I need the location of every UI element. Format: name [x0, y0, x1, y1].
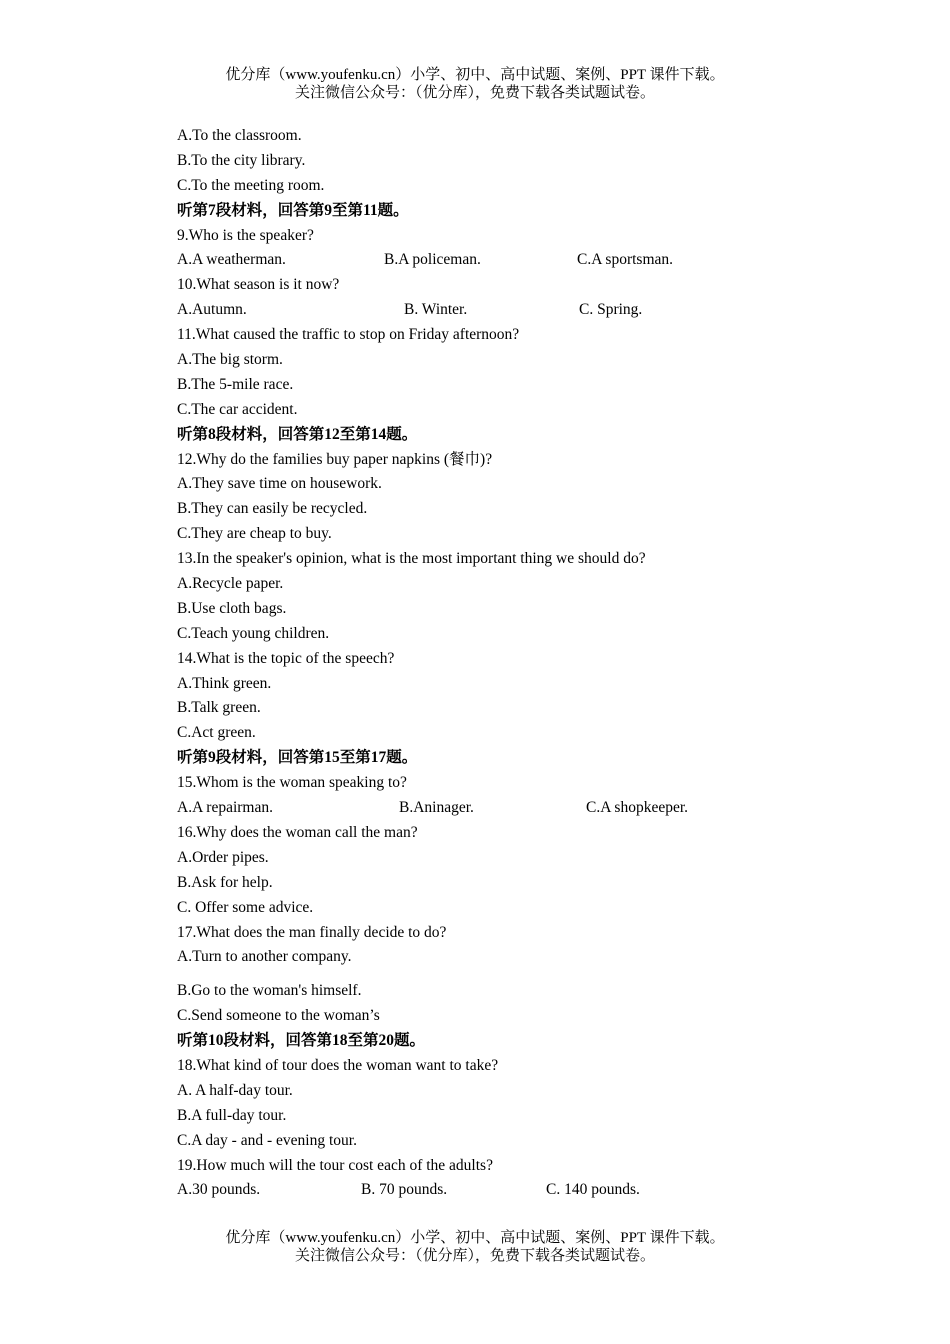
q19-question: 19.How much will the tour cost each of the adults? — [177, 1156, 493, 1174]
q10-options — [177, 298, 857, 323]
q15-option-c: C.A shopkeeper. — [586, 799, 689, 817]
q17-option-b: B.Go to the woman's himself. — [177, 982, 362, 1000]
page-header — [0, 66, 950, 102]
q9-option-c: C.A sportsman. — [577, 251, 674, 269]
q13-option-c: C.Teach young children. — [177, 624, 330, 642]
header-line-2: 关注微信公众号：（优分库），免费下载各类试题试卷。 — [294, 85, 655, 101]
q14-option-b: B.Talk green. — [177, 699, 261, 717]
q16-question: 16.Why does the woman call the man? — [177, 823, 418, 841]
q9-option-a: A.A weatherman. — [177, 251, 286, 269]
q14-option-c: C.Act green. — [177, 724, 256, 742]
q15-question: 15.Whom is the woman speaking to? — [177, 774, 407, 792]
spacer — [177, 970, 857, 979]
header-line-1: 优分库（www.youfenku.cn）小学、初中、高中试题、案例、PPT 课件下载。 — [225, 67, 725, 83]
footer-line-2: 关注微信公众号：（优分库），免费下载各类试题试卷。 — [294, 1248, 655, 1264]
q13-option-a: A.Recycle paper. — [177, 575, 284, 593]
q8-option-b: B.To the city library. — [177, 151, 306, 169]
q15-options — [177, 796, 857, 821]
q9-question: 9.Who is the speaker? — [177, 226, 314, 244]
q14-question: 14.What is the topic of the speech? — [177, 649, 395, 667]
q11-question: 11.What caused the traffic to stop on Friday afternoon? — [177, 326, 520, 344]
q10-option-a: A.Autumn. — [177, 301, 247, 319]
exam-content — [177, 124, 857, 1203]
q10-option-c: C. Spring. — [579, 301, 643, 319]
q11-option-c: C.The car accident. — [177, 400, 298, 418]
q12-option-b: B.They can easily be recycled. — [177, 500, 368, 518]
q8-option-a: A.To the classroom. — [177, 127, 302, 144]
q10-option-b: B. Winter. — [404, 301, 468, 319]
q9-option-b: B.A policeman. — [384, 251, 481, 269]
q18-option-c: C.A day - and - evening tour. — [177, 1131, 357, 1149]
q11-option-a: A.The big storm. — [177, 351, 283, 369]
q13-option-b: B.Use cloth bags. — [177, 599, 287, 617]
q14-option-a: A.Think green. — [177, 674, 272, 692]
q18-option-b: B.A full-day tour. — [177, 1106, 287, 1124]
q9-options — [177, 248, 857, 273]
section-10-heading: 听第10段材料，回答第18至第20题。 — [177, 1032, 426, 1050]
q13-question: 13.In the speaker's opinion, what is the most important thing we should do? — [177, 550, 646, 568]
section-7-heading: 听第7段材料，回答第9至第11题。 — [177, 201, 409, 219]
q16-option-b: B.Ask for help. — [177, 873, 273, 891]
page-footer — [0, 1229, 950, 1265]
footer-line-1: 优分库（www.youfenku.cn）小学、初中、高中试题、案例、PPT 课件下载。 — [225, 1230, 725, 1246]
q12-option-c: C.They are cheap to buy. — [177, 525, 332, 543]
q18-option-a: A. A half-day tour. — [177, 1081, 293, 1099]
q18-question: 18.What kind of tour does the woman want to take? — [177, 1056, 499, 1074]
q16-option-a: A.Order pipes. — [177, 848, 269, 866]
q15-option-b: B.Aninager. — [399, 799, 474, 817]
q10-question: 10.What season is it now? — [177, 276, 340, 294]
q17-question: 17.What does the man finally decide to do? — [177, 923, 447, 941]
q17-option-c: C.Send someone to the woman’s — [177, 1007, 380, 1025]
q11-option-b: B.The 5-mile race. — [177, 375, 294, 393]
q12-option-a: A.They save time on housework. — [177, 475, 382, 493]
q19-option-a: A.30 pounds. — [177, 1181, 261, 1199]
q12-question: 12.Why do the families buy paper napkins (餐巾)? — [177, 450, 493, 468]
q19-option-b: B. 70 pounds. — [361, 1181, 448, 1199]
q8-option-c: C.To the meeting room. — [177, 176, 325, 194]
section-8-heading: 听第8段材料，回答第12至第14题。 — [177, 425, 418, 443]
q15-option-a: A.A repairman. — [177, 799, 273, 817]
q16-option-c: C. Offer some advice. — [177, 898, 314, 916]
q19-options — [177, 1178, 857, 1203]
q17-option-a: A.Turn to another company. — [177, 948, 352, 966]
q19-option-c: C. 140 pounds. — [546, 1181, 640, 1199]
section-9-heading: 听第9段材料，回答第15至第17题。 — [177, 749, 418, 767]
